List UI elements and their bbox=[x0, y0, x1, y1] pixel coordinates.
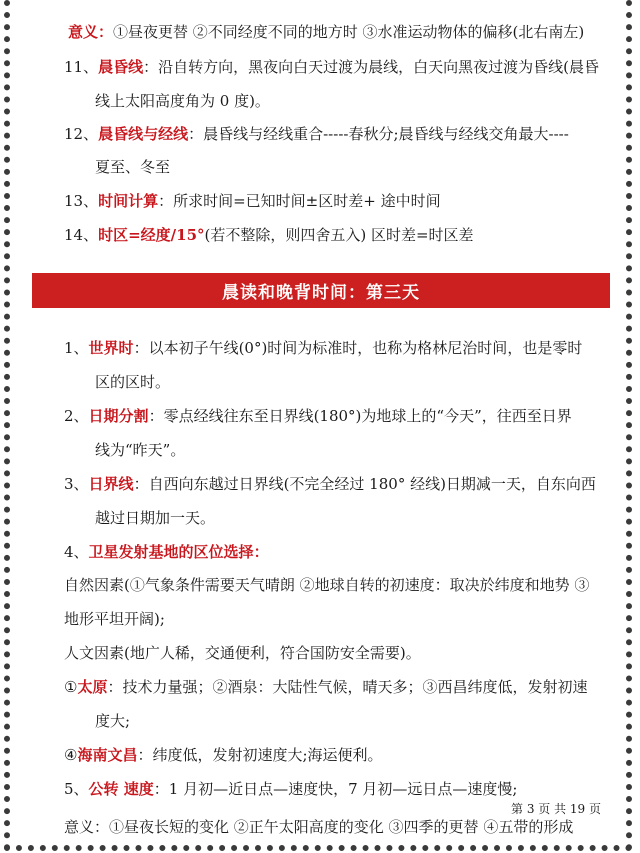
item-12-text: ：晨昏线与经线重合-----春秋分;晨昏线与经线交角最大---- bbox=[188, 125, 569, 143]
item-5-term: 公转 速度 bbox=[88, 780, 154, 798]
item-3-continued: 越过日期加一天。 bbox=[95, 509, 216, 527]
item-14-number: 14、 bbox=[64, 226, 99, 244]
hainan-prefix: ④ bbox=[64, 746, 78, 764]
meaning-line bbox=[68, 22, 584, 42]
item-11-continued: 线上太阳高度角为 0 度)。 bbox=[95, 92, 270, 110]
taiyuan-line bbox=[64, 677, 587, 697]
section-banner: 晨读和晚背时间：第三天 bbox=[32, 273, 610, 308]
item-3 bbox=[64, 474, 596, 494]
item-4 bbox=[64, 542, 269, 562]
meaning-2-label: 意义： bbox=[64, 818, 110, 836]
item-12-continued: 夏至、冬至 bbox=[95, 158, 171, 176]
item-13 bbox=[64, 191, 441, 211]
page-number: 第 3 页 共 19 页 bbox=[511, 802, 601, 816]
item-12-term: 晨昏线与经线 bbox=[98, 125, 189, 143]
item-12-number: 12、 bbox=[64, 125, 99, 143]
human-factors: 人文因素(地广人稀，交通便利，符合国防安全需要)。 bbox=[64, 644, 421, 662]
item-1 bbox=[64, 338, 582, 358]
taiyuan-continued: 度大; bbox=[95, 712, 131, 730]
natural-factors: 自然因素(①气象条件需要天气晴朗 ②地球自转的初速度：取决於纬度和地势 ③ bbox=[64, 576, 590, 594]
item-1-text: ：以本初子午线(0°)时间为标准时，也称为格林尼治时间，也是零时 bbox=[133, 339, 583, 357]
item-1-term: 世界时 bbox=[88, 339, 134, 357]
item-1-continued: 区的区时。 bbox=[95, 373, 171, 391]
hainan-term: 海南文昌 bbox=[77, 746, 138, 764]
item-5 bbox=[64, 779, 517, 799]
item-14-term: 时区=经度/15° bbox=[98, 226, 205, 244]
item-11-term: 晨昏线 bbox=[98, 58, 144, 76]
hainan-text: ：纬度低，发射初速度大;海运便利。 bbox=[137, 746, 383, 764]
item-13-term: 时间计算 bbox=[98, 192, 159, 210]
taiyuan-term: 太原 bbox=[77, 678, 108, 696]
meaning-text: ①昼夜更替 ②不同经度不同的地方时 ③水准运动物体的偏移(北右南左) bbox=[113, 23, 585, 41]
item-1-number: 1、 bbox=[64, 339, 89, 357]
meaning-2-line bbox=[64, 817, 573, 837]
taiyuan-text: ：技术力量强；②酒泉：大陆性气候，晴天多；③西昌纬度低，发射初速 bbox=[107, 678, 588, 696]
item-2 bbox=[64, 406, 572, 426]
item-2-number: 2、 bbox=[64, 407, 89, 425]
item-12 bbox=[64, 124, 569, 144]
item-11-text: ：沿自转方向，黑夜向白天过渡为晨线，白天向黑夜过渡为昏线(晨昏 bbox=[143, 58, 599, 76]
hainan-line bbox=[64, 745, 383, 765]
item-13-number: 13、 bbox=[64, 192, 99, 210]
meaning-label: 意义： bbox=[68, 23, 114, 41]
meaning-2-text: ①昼夜长短的变化 ②正午太阳高度的变化 ③四季的更替 ④五带的形成 bbox=[109, 818, 574, 836]
item-3-number: 3、 bbox=[64, 475, 89, 493]
item-14-text: (若不整除，则四舍五入) 区时差=时区差 bbox=[204, 226, 474, 244]
item-4-colon: ： bbox=[253, 543, 269, 561]
item-4-term: 卫星发射基地的区位选择 bbox=[88, 543, 254, 561]
item-14 bbox=[64, 225, 474, 245]
item-3-term: 日界线 bbox=[88, 475, 134, 493]
item-2-continued: 线为“昨天”。 bbox=[95, 441, 186, 459]
item-11-number: 11、 bbox=[64, 58, 99, 76]
item-3-text: ：自西向东越过日界线(不完全经过 180° 经线)日期减一天，自东向西 bbox=[133, 475, 596, 493]
item-5-number: 5、 bbox=[64, 780, 89, 798]
item-11 bbox=[64, 57, 599, 77]
natural-factors-continued: 地形平坦开阔); bbox=[64, 610, 165, 628]
item-4-number: 4、 bbox=[64, 543, 89, 561]
item-2-text: ：零点经线往东至日界线(180°)为地球上的“今天”，往西至日界 bbox=[148, 407, 572, 425]
taiyuan-prefix: ① bbox=[64, 678, 78, 696]
item-2-term: 日期分割 bbox=[88, 407, 149, 425]
item-13-text: ：所求时间=已知时间±区时差+ 途中时间 bbox=[158, 192, 441, 210]
item-5-text: ：1 月初—近日点—速度快，7 月初—远日点—速度慢; bbox=[153, 780, 518, 798]
